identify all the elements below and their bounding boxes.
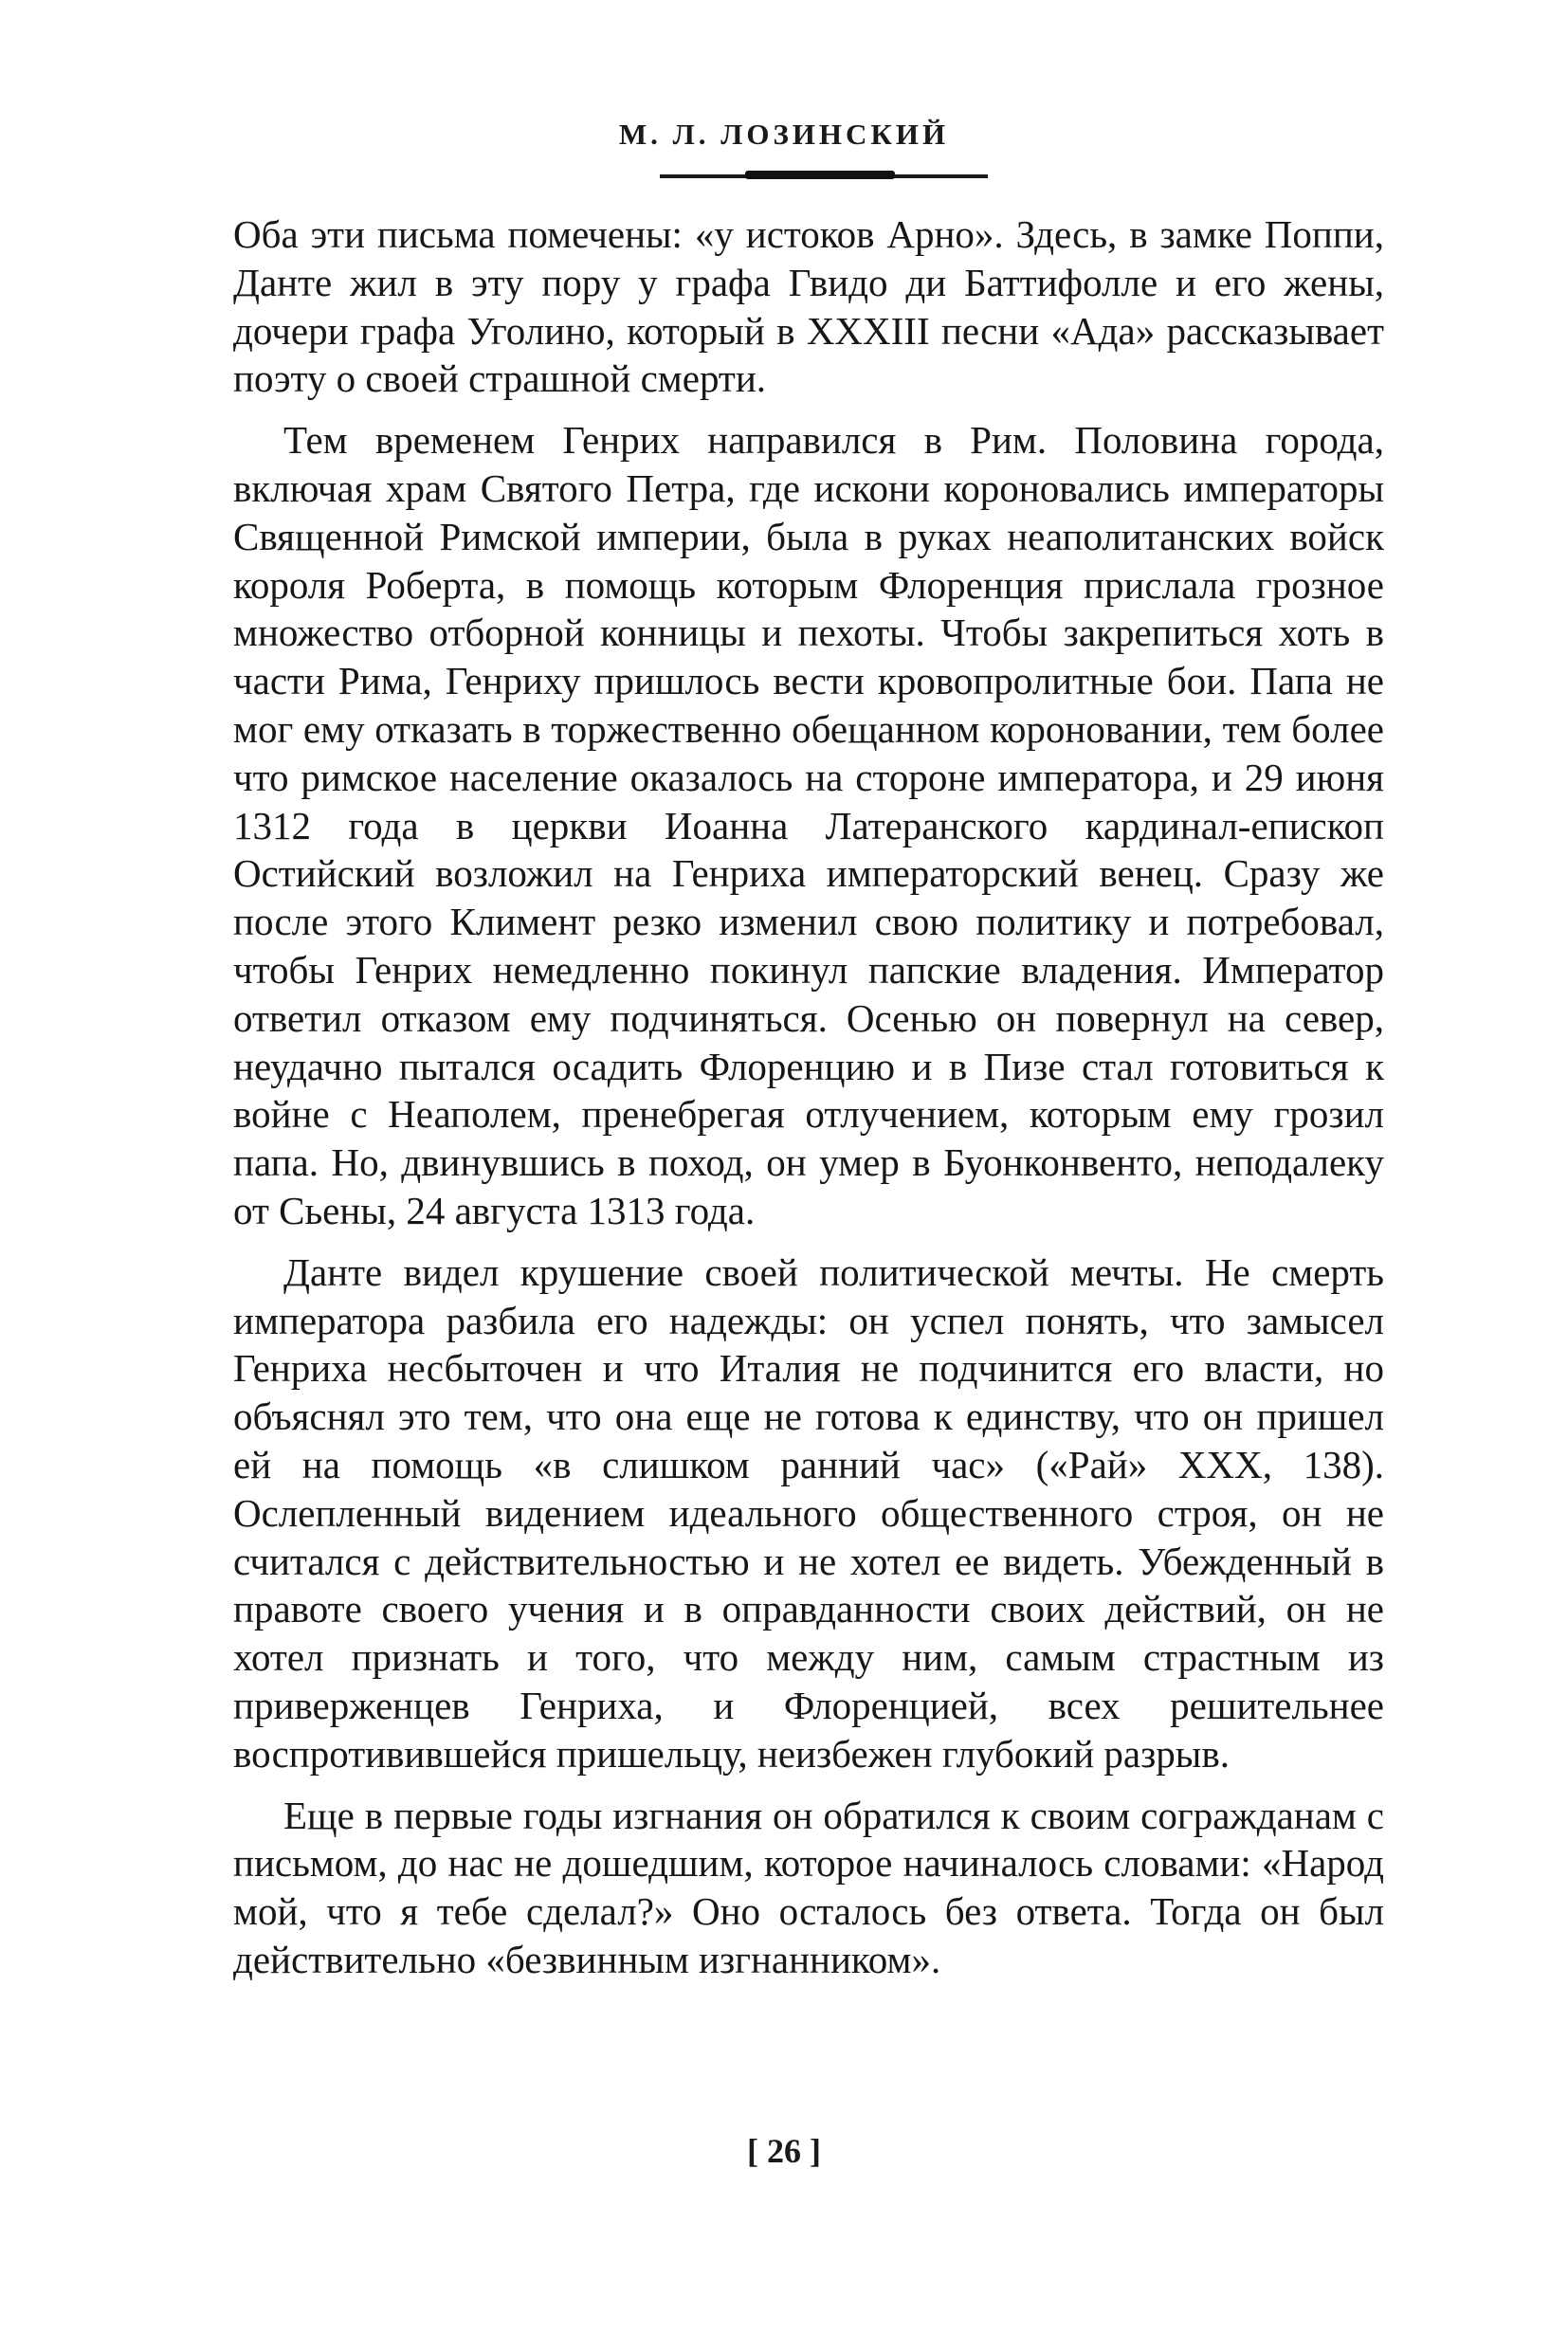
header-rule-ornament [745,171,895,179]
running-head: М. Л. ЛОЗИНСКИЙ [618,118,950,151]
paragraph: Данте видел крушение своей политической мечты. Не смерть императора разбила его надежды: он успел понять, что замысел Генриха несбыточен и что Италия не подчинится его власти, но объяснял это тем, что она еще не готова к единству, что он пришел ей на помощь «в слишком ранний час» («Рай» XXX, 138). Ослепленный видением идеального общественного строя, он не считался с действительностью и не хотел ее видеть. Убежденный в правоте своего учения и в оправданности своих действий, он не хотел признать и того, что между ним, самым страстным из приверженцев Генриха, и Флоренцией, всех решительнее воспротивившейся пришельцу, неизбежен глубокий разрыв. [233,1249,1384,1776]
page-number: [ 26 ] [747,2132,821,2170]
paragraph: Еще в первые годы изгнания он обратился к своим согражданам с письмом, до нас не дошедшим, которое начиналось словами: «Народ мой, что я тебе сделал?» Оно осталось без ответа. Тогда он был действительно «безвинным изгнанником». [233,1793,1384,1981]
body-text [233,210,1384,1997]
paragraph: Оба эти письма помечены: «у истоков Арно». Здесь, в замке Поппи, Данте жил в эту пору у графа Гвидо ди Баттифолле и его жены, дочери графа Уголино, который в XXXIII песни «Ада» рассказывает поэту о своей страшной смерти. [233,212,1384,401]
paragraph: Тем временем Генрих направился в Рим. Половина города, включая храм Святого Петра, где искони короновались императоры Священной Римской империи, была в руках неаполитанских войск короля Роберта, в помощь которым Флоренция прислала грозное множество отборной конницы и пехоты. Чтобы закрепиться хоть в части Рима, Генриху пришлось вести кровопролитные бои. Папа не мог ему отказать в торжественно обещанном короновании, тем более что римское население оказалось на стороне императора, и 29 июня 1312 года в церкви Иоанна Латеранского кардинал-епископ Остийский возложил на Генриха императорский венец. Сразу же после этого Климент резко изменил свою политику и потребовал, чтобы Генрих немедленно покинул папские владения. Император ответил отказом ему подчиняться. Осенью он повернул на север, неудачно пытался осадить Флоренцию и в Пизе стал готовиться к войне с Неаполем, пренебрегая отлучением, которым ему грозил папа. Но, двинувшись в поход, он умер в Буонконвенто, неподалеку от Сьены, 24 августа 1313 года. [233,418,1384,1232]
